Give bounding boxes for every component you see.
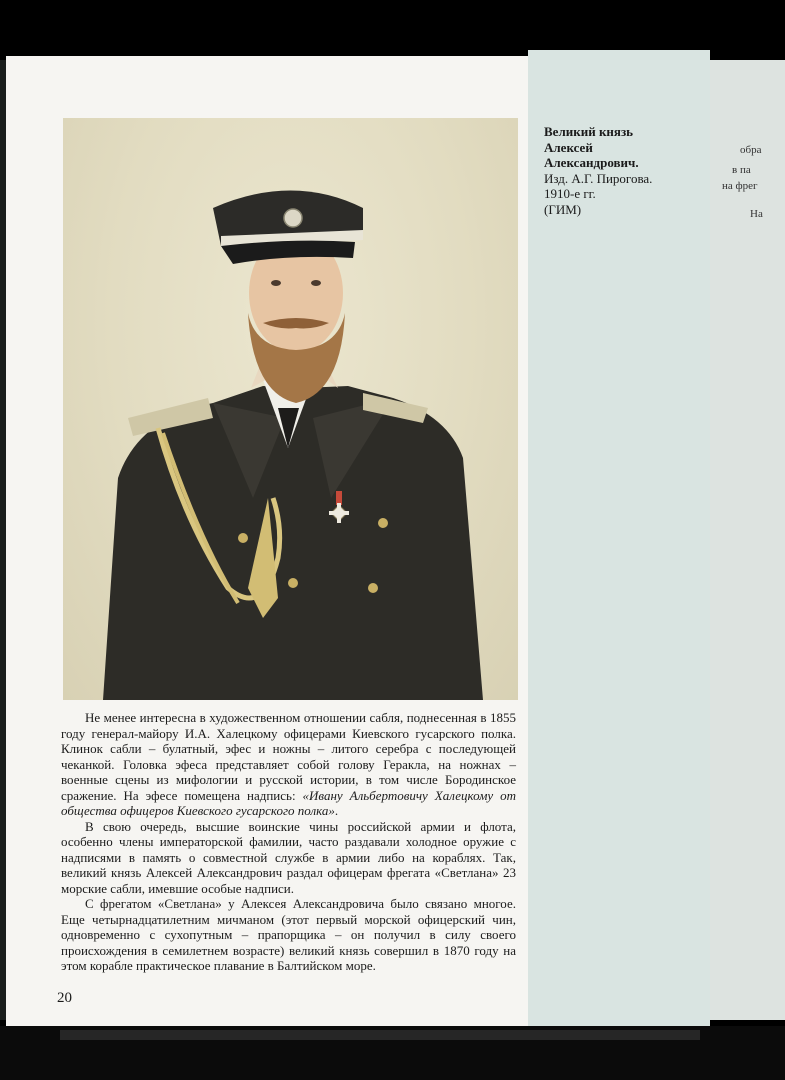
caption-date: 1910-е гг. <box>544 186 596 201</box>
inscription-quote: «Ивану Альбертовичу Халецкому от общества офицеров Киевского гусарского полка» <box>61 787 516 818</box>
next-page-fragment: На <box>750 208 763 220</box>
body-paragraph: С фрегатом «Светлана» у Алексея Александровича было связано многое. Еще четырнадцатилетним мичманом (этот первый морской офицерский чин, одновременно с сухопутным – прапорщика – он получил в силу своего происхождения в семилетнем возрасте) великий князь совершил в 1870 году на этом корабле практическое плавание в Балтийском море. <box>61 896 516 973</box>
body-paragraph-end: . <box>334 803 339 818</box>
next-page-fragment: в па <box>732 164 751 176</box>
caption-title-line: Великий князь <box>544 124 634 139</box>
caption-title-line: Алексей <box>544 139 593 155</box>
next-page-fragment: обра <box>740 144 762 156</box>
caption-title-line: Александрович. <box>544 155 639 170</box>
body-paragraph-text: Не менее интересна в художественном отношении сабля, поднесенная в 1855 году генерал-майору И.А. Халецкому офицерами Киевского гусарского полка. Клинок сабли – булатный, эфес и ножны – литого серебра с последующей чеканкой. Головка эфеса представляет собой голову Геракла, на ножнах – военные сцены из мифологии и русской истории, в том числе Бородинское сражение. На эфесе помещена надпись: <box>61 710 516 803</box>
article-body <box>61 710 516 974</box>
caption-publisher: Изд. А.Г. Пирогова. <box>544 170 653 186</box>
caption-source: (ГИМ) <box>544 201 582 217</box>
bottom-edge-strip <box>60 1030 700 1040</box>
portrait-drawing <box>63 118 518 700</box>
next-page-fragment: на фрег <box>722 180 758 192</box>
next-page-edge <box>710 60 785 1020</box>
body-paragraph: В свою очередь, высшие воинские чины российской армии и флота, особенно члены императорской фамилии, часто раздавали холодное оружие с надписями в память о совместной службе в армии либо на кораблях. Так, великий князь Алексей Александрович раздал офицерам фрегата «Светлана» 23 морские сабли, имевшие особые надписи. <box>61 818 516 896</box>
body-paragraph <box>61 710 516 819</box>
illustration-caption <box>544 124 704 217</box>
page-number: 20 <box>57 990 72 1006</box>
portrait-illustration <box>63 118 518 700</box>
